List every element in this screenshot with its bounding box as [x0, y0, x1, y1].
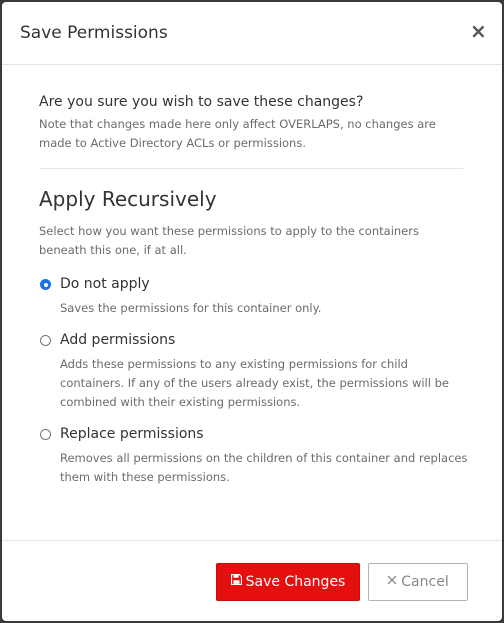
- close-button[interactable]: [470, 21, 486, 41]
- apply-recursively-title: Apply Recursively: [39, 187, 217, 211]
- dialog-header: [2, 2, 502, 65]
- dialog-body: [2, 65, 502, 540]
- option-description: Adds these permissions to any existing permissions for child containers. If any of the users already exist, the permissions will be combined with their existing permissions.: [60, 357, 449, 409]
- radio-do-not-apply[interactable]: [40, 279, 51, 290]
- dialog-footer: [2, 540, 502, 621]
- close-icon: ×: [470, 19, 487, 43]
- dialog-title: Save Permissions: [20, 23, 168, 43]
- save-permissions-dialog: [2, 2, 502, 621]
- save-changes-label: Save Changes: [245, 574, 346, 590]
- option-label[interactable]: Do not apply: [60, 276, 150, 292]
- confirm-note: Note that changes made here only affect OVERLAPS, no changes are made to Active Directory ACLs or permissions.: [39, 117, 436, 150]
- option-description: Saves the permissions for this container only.: [60, 301, 322, 315]
- option-label[interactable]: Replace permissions: [60, 426, 204, 442]
- divider: [39, 168, 463, 169]
- floppy-disk-icon: [231, 563, 242, 599]
- close-icon: [387, 563, 397, 599]
- option-label[interactable]: Add permissions: [60, 332, 176, 348]
- option-description: Removes all permissions on the children of this container and replaces them with these permissions.: [60, 451, 468, 484]
- cancel-label: Cancel: [401, 574, 449, 590]
- radio-replace-permissions[interactable]: [40, 429, 51, 440]
- apply-recursively-description: Select how you want these permissions to apply to the containers beneath this one, if at all.: [39, 224, 419, 257]
- cancel-button[interactable]: [368, 563, 468, 601]
- confirm-question: Are you sure you wish to save these changes?: [39, 94, 364, 110]
- radio-add-permissions[interactable]: [40, 335, 51, 346]
- save-changes-button[interactable]: [216, 563, 360, 601]
